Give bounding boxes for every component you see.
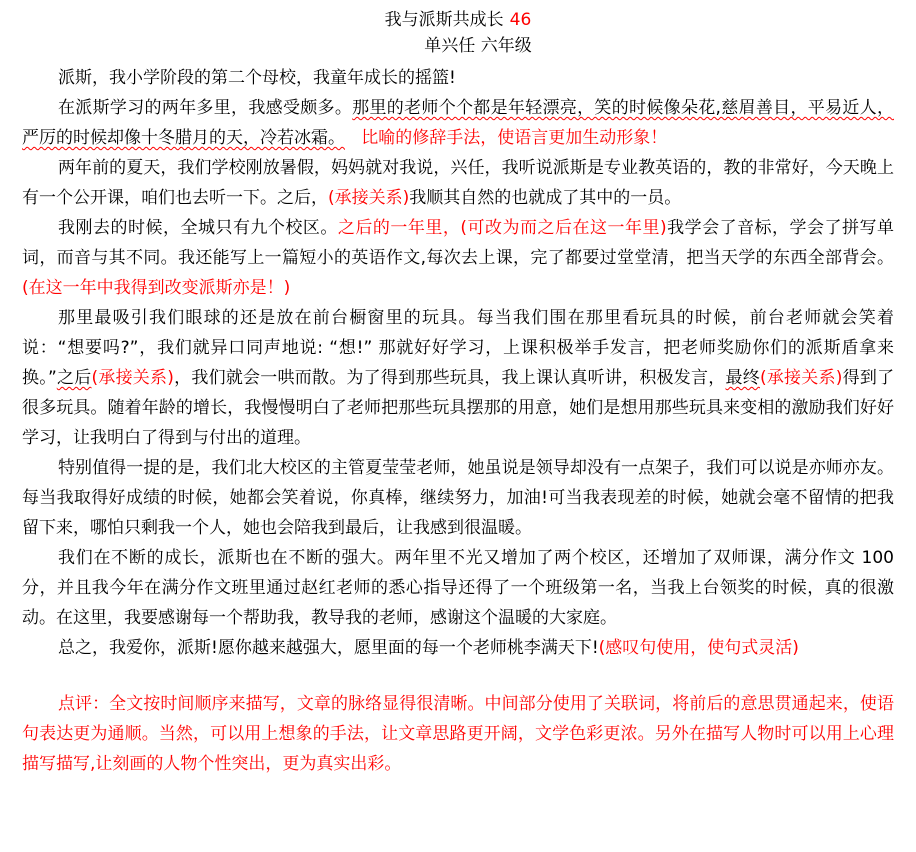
essay-title bbox=[22, 7, 894, 33]
title-text: 我与派斯共成长 bbox=[384, 10, 504, 30]
paragraph-1 bbox=[22, 63, 894, 93]
paragraph-8 bbox=[22, 633, 894, 663]
paragraph-2-text: 在派斯学习的两年多里，我感受颇多。 bbox=[58, 98, 353, 118]
paragraph-7 bbox=[22, 543, 894, 633]
author-line: 单兴任 六年级 bbox=[424, 36, 532, 56]
paragraph-5-annotation-1: (承接关系) bbox=[91, 368, 174, 388]
paragraph-2 bbox=[22, 93, 894, 153]
paragraph-4 bbox=[22, 213, 894, 303]
paragraph-8-text: 总之，我爱你，派斯!愿你越来越强大，愿里面的每一个老师桃李满天下! bbox=[58, 638, 599, 658]
paragraph-3-text-end: 我顺其自然的也就成了其中的一员。 bbox=[409, 188, 682, 208]
paragraph-4-annotation-2: (在这一年中我得到改变派斯亦是！) bbox=[22, 278, 291, 298]
document bbox=[22, 0, 894, 779]
paragraph-2-annotation: 比喻的修辞手法，使语言更加生动形象！ bbox=[361, 128, 668, 148]
paragraph-5-text-end: 得到了很多玩具。随着年龄的增长，我慢慢明白了老师把那些玩具摆那的用意，她们是想用那些玩具来变相的激励我们好好学习，让我明白了得到与付出的道理。 bbox=[22, 368, 895, 448]
paragraph-5-text: 那里最吸引我们眼球的还是放在前台橱窗里的玩具。每当我们围在那里看玩具的时候，前台老师就会笑着说：“想要吗?”，我们就异口同声地说: “想!” 那就好好学习，上课积极举手发言，把老师奖励你们的派斯盾拿来换。” bbox=[22, 308, 894, 388]
paragraph-8-annotation: (感叹句使用，使句式灵活) bbox=[598, 638, 799, 658]
paragraph-7-text: 我们在不断的成长，派斯也在不断的强大。两年里不光又增加了两个校区，还增加了双师课，满分作文 100 分，并且我今年在满分作文班里通过赵红老师的悉心指导还得了一个班级第一名，当我上台领奖的时候，真的很激动。在这里，我要感谢每一个帮助我，教导我的老师，感谢这个温暖的大家庭。 bbox=[22, 548, 894, 628]
title-number: 46 bbox=[509, 10, 532, 30]
paragraph-2-underlined: 那里的老师个个都是年轻漂亮，笑的时候像朵花,慈眉善目，平易近人，严厉的时候却像十冬腊月的天，冷若冰霜。 bbox=[22, 98, 894, 148]
paragraph-5-connector-1: 之后 bbox=[56, 368, 92, 388]
spacer bbox=[22, 663, 894, 689]
paragraph-4-text-end: 我学会了音标，学会了拼写单词，而音与其不同。我还能写上一篇短小的英语作文,每次去上课，完了都要过堂堂清，把当天学的东西全部背会。 bbox=[22, 218, 895, 268]
paragraph-5-text-mid: ，我们就会一哄而散。为了得到那些玩具，我上课认真听讲，积极发言， bbox=[173, 368, 726, 388]
paragraph-5-annotation-2: (承接关系) bbox=[759, 368, 843, 388]
paragraph-3 bbox=[22, 153, 894, 213]
teacher-comment: 点评：全文按时间顺序来描写，文章的脉络显得很清晰。中间部分使用了关联词，将前后的意思贯通起来，使语句表达更为通顺。当然，可以用上想象的手法，让文章思路更开阔，文学色彩更浓。另外在描写人物时可以用上心理描写描写,让刻画的人物个性突出，更为真实出彩。 bbox=[22, 694, 894, 774]
paragraph-5-connector-2: 最终 bbox=[725, 368, 760, 388]
paragraph-3-annotation: (承接关系) bbox=[328, 188, 410, 208]
paragraph-4-annotation-1: 之后的一年里，(可改为而之后在这一年里) bbox=[337, 218, 667, 238]
paragraph-6-text: 特别值得一提的是，我们北大校区的主管夏莹莹老师，她虽说是领导却没有一点架子，我们可以说是亦师亦友。每当我取得好成绩的时候，她都会笑着说，你真棒，继续努力，加油!可当我表现差的时候，她就会毫不留情的把我留下来，哪怕只剩我一个人，她也会陪我到最后，让我感到很温暖。 bbox=[22, 458, 894, 538]
paragraph-4-text: 我刚去的时候，全城只有九个校区。 bbox=[58, 218, 338, 238]
paragraph-6 bbox=[22, 453, 894, 543]
paragraph-1-text: 派斯，我小学阶段的第二个母校，我童年成长的摇篮! bbox=[58, 68, 456, 88]
paragraph-5 bbox=[22, 303, 894, 453]
paragraph-3-text: 两年前的夏天，我们学校刚放暑假，妈妈就对我说，兴任，我听说派斯是专业教英语的，教的非常好，今天晚上有一个公开课，咱们也去听一下。之后， bbox=[22, 158, 894, 208]
